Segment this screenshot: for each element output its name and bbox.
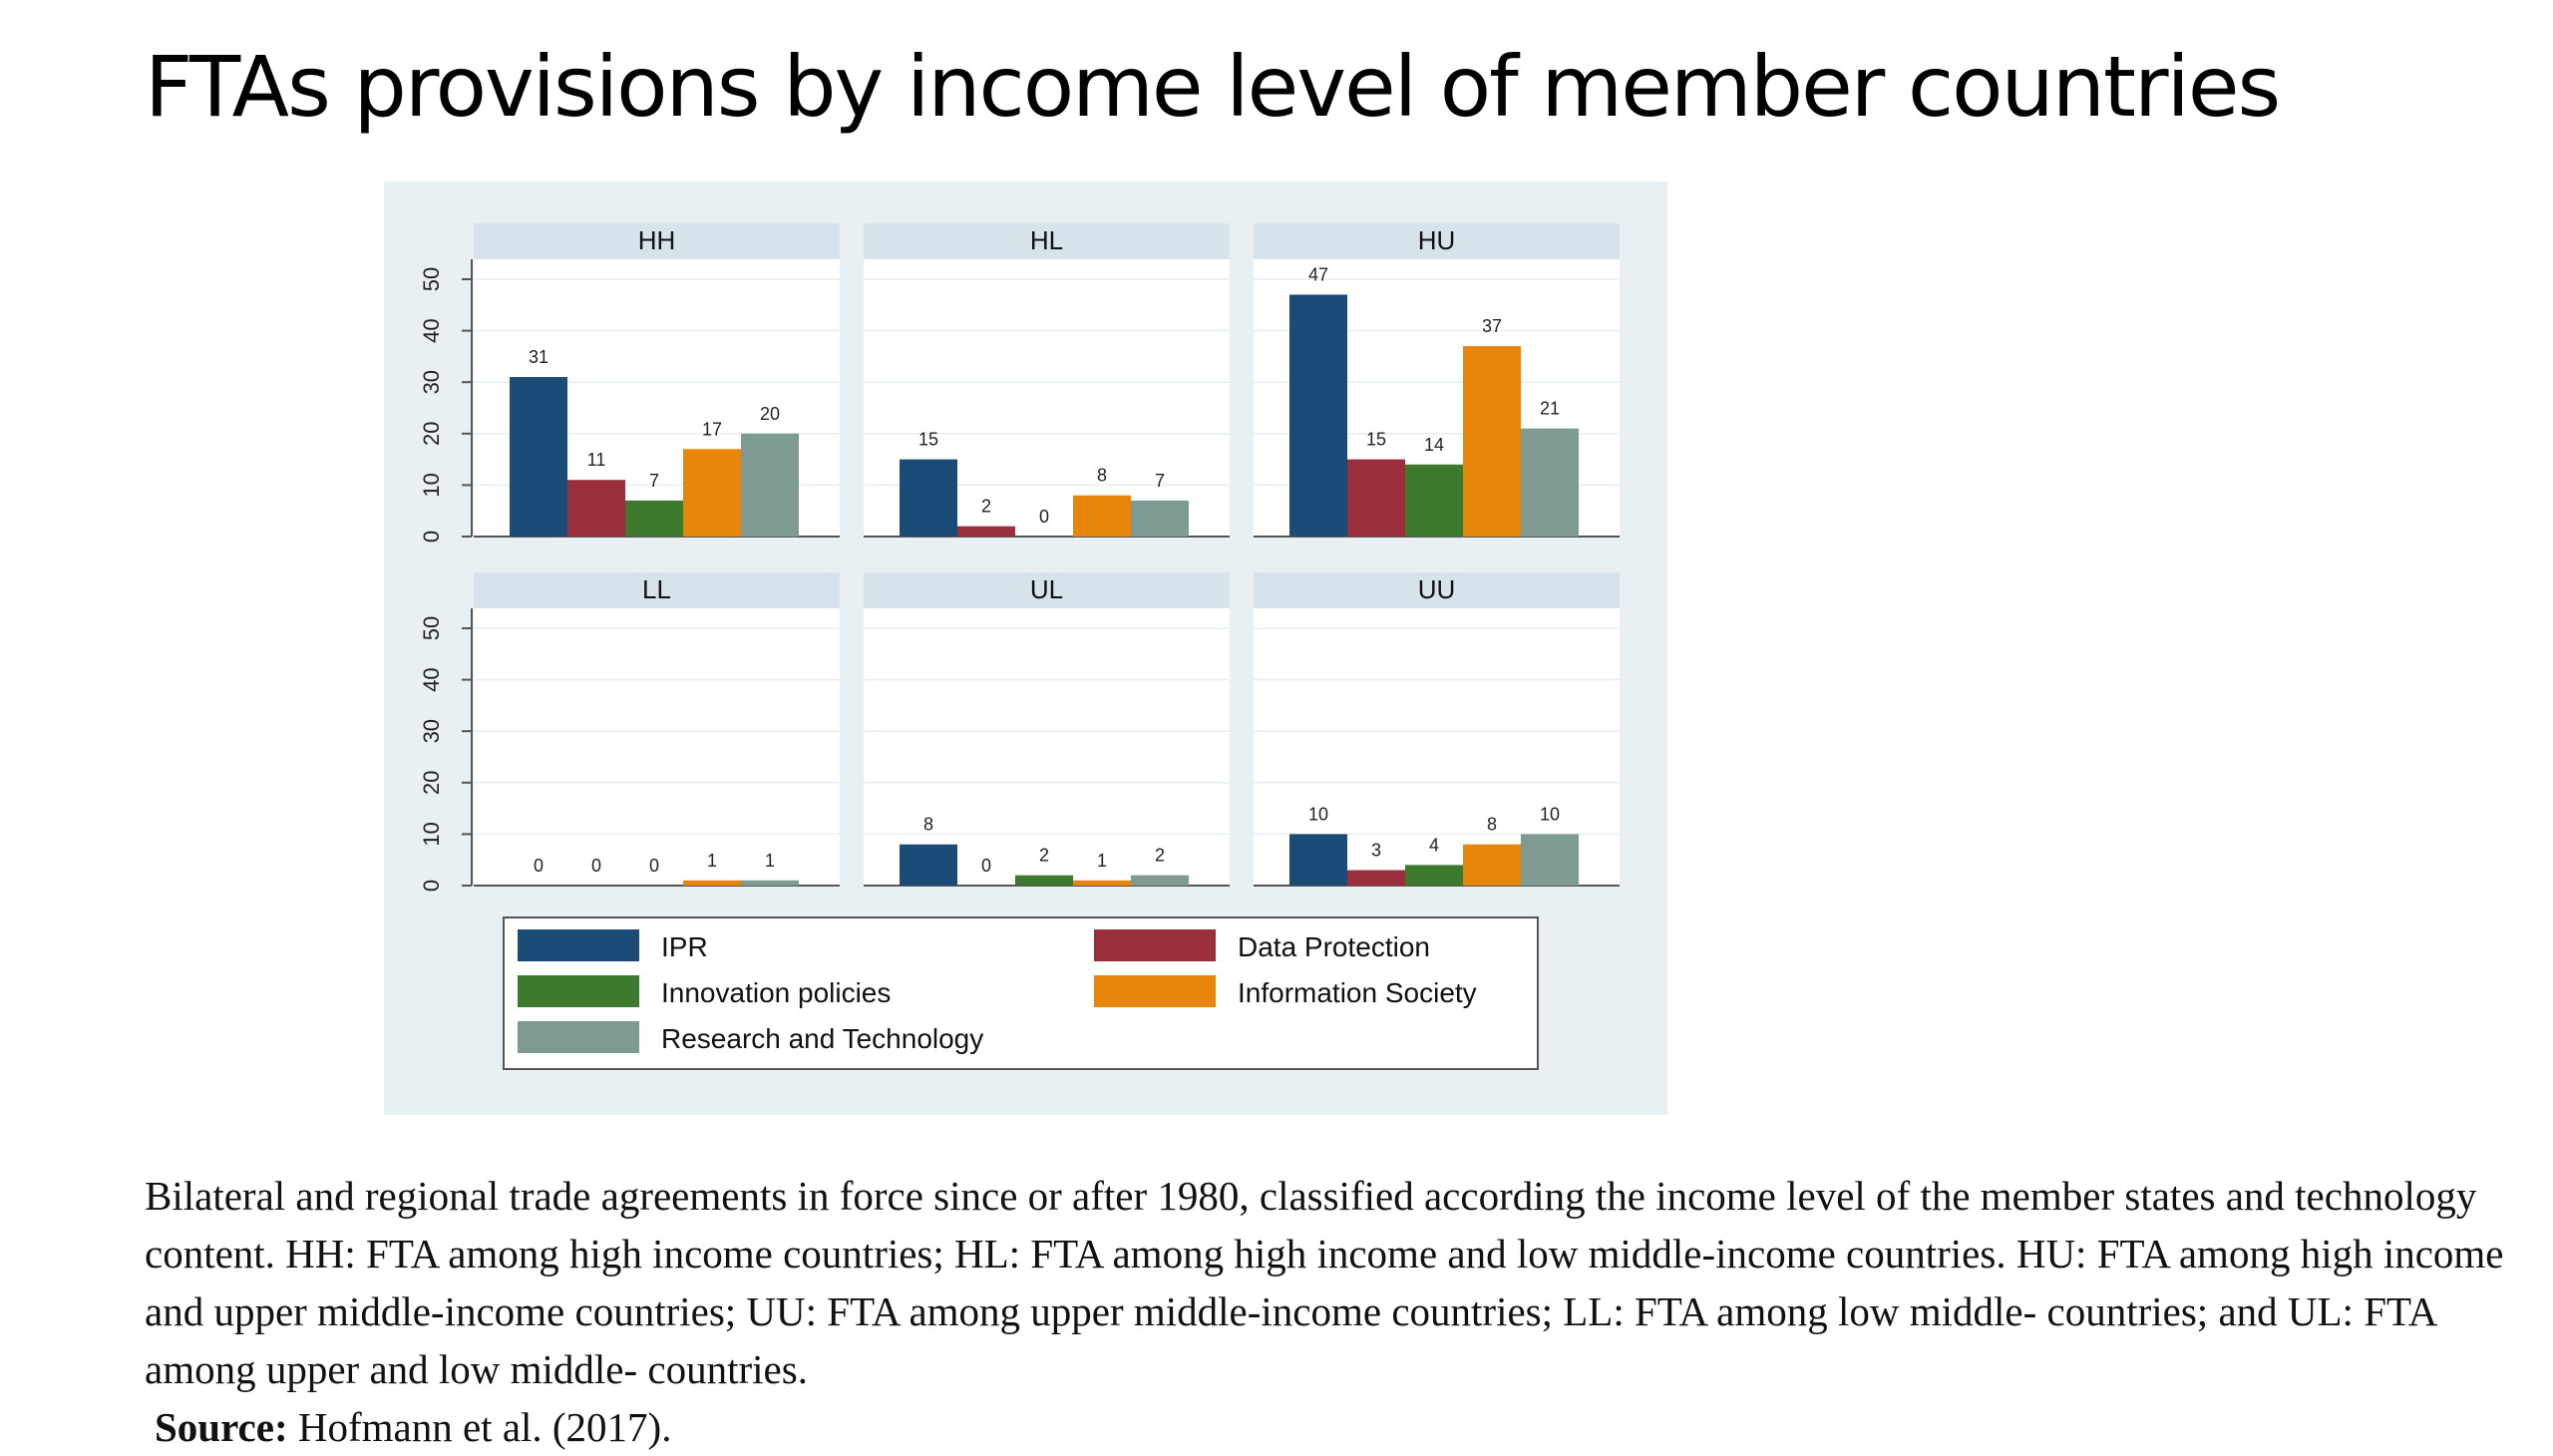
data-label: 0 [648,856,660,876]
data-label: 0 [533,856,545,876]
legend-label-0: IPR [661,931,708,962]
facet-label-hl: HL [1029,225,1064,255]
bar-ll-3 [683,881,741,886]
data-label: 1 [764,850,776,871]
bar-hu-4 [1521,429,1579,537]
y-tick-label: 20 [419,421,444,447]
data-label: 2 [1038,845,1050,866]
legend-label-4: Research and Technology [661,1023,984,1054]
bar-hu-2 [1405,465,1463,537]
bar-hh-4 [741,434,799,537]
bar-uu-2 [1405,865,1463,886]
data-label: 47 [1307,264,1329,285]
bar-uu-3 [1463,845,1521,886]
faceted-bar-chart [384,182,1667,1115]
data-label: 37 [1481,316,1503,337]
y-tick-label: 10 [419,822,444,847]
data-label: 10 [1307,804,1329,825]
data-label: 3 [1370,840,1382,861]
facet-plot-area [864,608,1230,886]
legend-label-3: Information Society [1238,977,1477,1008]
data-label: 0 [1038,507,1050,527]
y-tick-label: 40 [419,318,444,343]
data-label: 21 [1539,398,1561,419]
bar-hh-2 [625,501,683,537]
bar-hl-3 [1073,496,1131,537]
facet-plot-area [474,608,840,886]
data-label: 15 [1365,429,1387,450]
legend-swatch-4 [518,1021,639,1053]
bar-uu-1 [1347,871,1405,886]
y-tick-label: 50 [419,615,444,641]
data-label: 31 [528,347,549,368]
facet-label-uu: UU [1417,574,1456,604]
bar-hu-0 [1289,294,1347,537]
facet-label-ul: UL [1029,574,1064,604]
facet-label-hu: HU [1417,225,1456,255]
bar-ul-0 [900,845,957,886]
y-tick-label: 40 [419,667,444,692]
data-label: 8 [1486,814,1498,835]
y-tick-label: 50 [419,266,444,292]
data-label: 7 [1154,470,1166,491]
source-text: Hofmann et al. (2017). [297,1404,672,1450]
facet-label-hh: HH [637,225,676,255]
y-tick-label: 30 [419,369,444,395]
bar-hh-0 [510,377,567,537]
bar-hh-3 [683,449,741,537]
bar-hu-1 [1347,460,1405,537]
legend-swatch-1 [1094,929,1216,961]
bar-hl-0 [900,460,957,537]
data-label: 0 [590,856,602,876]
data-label: 7 [648,470,660,491]
data-label: 2 [1154,845,1166,866]
legend-swatch-3 [1094,975,1216,1007]
y-tick-label: 20 [419,770,444,796]
data-label: 8 [1096,465,1108,486]
data-label: 20 [759,403,781,424]
data-label: 1 [706,850,718,871]
data-label: 11 [586,450,606,471]
bar-ul-2 [1015,876,1073,886]
data-label: 4 [1428,835,1440,856]
legend-swatch-2 [518,975,639,1007]
caption-text: Bilateral and regional trade agreements in force since or after 1980, classified according the income level of the member states and technology content. HH: FTA among high income countries; HL: FTA among high income and low middle-income countries. HU: FTA among high income and upper middle-income countries; UU: FTA among upper middle-income countries; LL: FTA among low middle- countries; and UL: FTA among upper and low middle- countries. [145,1173,2504,1392]
data-label: 15 [917,429,939,450]
data-label: 10 [1539,804,1561,825]
bar-hl-4 [1131,501,1189,537]
source-label: Source: [155,1404,288,1450]
legend-label-1: Data Protection [1238,931,1430,962]
data-label: 14 [1423,434,1445,455]
chart-panel [384,182,1667,1115]
page-title: FTAs provisions by income level of member countries [145,38,2280,136]
facet-label-ll: LL [642,574,671,604]
y-tick-label: 0 [419,530,444,544]
y-tick-label: 0 [419,879,444,893]
data-label: 1 [1096,850,1108,871]
data-label: 8 [922,814,934,835]
legend-label-2: Innovation policies [661,977,892,1008]
y-tick-label: 10 [419,473,444,498]
bar-hl-1 [957,527,1015,537]
data-label: 0 [980,856,992,876]
data-label: 2 [980,496,992,517]
legend-swatch-0 [518,929,639,961]
data-label: 17 [701,419,723,440]
bar-ul-4 [1131,876,1189,886]
source-line [145,1398,2528,1456]
figure-caption [145,1167,2528,1456]
bar-hh-1 [567,480,625,537]
y-tick-label: 30 [419,718,444,744]
bar-hu-3 [1463,346,1521,537]
bar-ll-4 [741,881,799,886]
bar-ul-3 [1073,881,1131,886]
bar-uu-0 [1289,834,1347,886]
bar-uu-4 [1521,834,1579,886]
